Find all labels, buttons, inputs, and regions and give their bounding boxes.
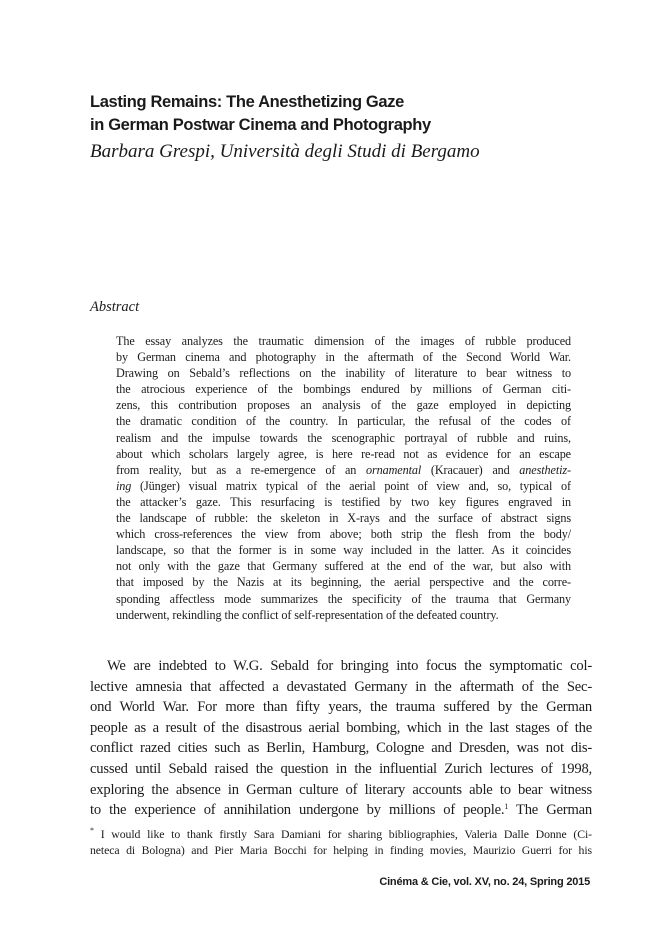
body-line-6: cussed until Sebald raised the question in the influential Zurich lectures of 1998, [90, 760, 592, 777]
abstract-line-17: sponding affectless mode summarizes the specificity of the trauma that Germany [116, 591, 571, 606]
abstract-line-18: underwent, rekindling the conflict of self-representation of the defeated country. [116, 607, 499, 622]
title-line-2: in German Postwar Cinema and Photography [90, 116, 431, 134]
abstract-line-7: realism and the impulse towards the scenographic portrayal of rubble and ruins, [116, 430, 571, 445]
body-line-2: lective amnesia that affected a devastated Germany in the aftermath of the Sec- [90, 678, 592, 695]
abstract-line-11: the attacker’s gaze. This resurfacing is testified by two key figures engraved in [116, 494, 571, 509]
abstract-line-9: from reality, but as a re-emergence of an ornamental (Kracauer) and anesthetiz- [116, 462, 571, 477]
body-line-1: We are indebted to W.G. Sebald for bringing into focus the symptomatic col- [107, 658, 592, 674]
body-paragraph [90, 656, 592, 821]
abstract-line-2: by German cinema and photography in the aftermath of the Second World War. [116, 350, 571, 365]
abstract-line-1: The essay analyzes the traumatic dimension of the images of rubble produced [116, 334, 571, 348]
body-line-4: people as a result of the disastrous aerial bombing, which in the last stages of the [90, 719, 592, 736]
footnote-line-2: neteca di Bologna) and Pier Maria Bocchi for helping in finding movies, Maurizio Guerri for his [90, 843, 592, 857]
abstract-line-15: not only with the gaze that Germany suffered at the end of the war, but also with [116, 559, 571, 574]
journal-citation: Cinéma & Cie, vol. XV, no. 24, Spring 2015 [379, 876, 590, 888]
abstract-line-13: which cross-references the view from above; both strip the flesh from the body/ [116, 527, 571, 542]
body-line-3: ond World War. For more than fifty years, the trauma suffered by the German [90, 699, 592, 716]
abstract-line-6: the dramatic condition of the country. In particular, the refusal of the codes of [116, 414, 571, 429]
body-line-8: to the experience of annihilation undergone by millions of people.$^1$ The German [90, 802, 592, 819]
body-line-7: exploring the absence in German culture of literary accounts able to bear witness [90, 781, 592, 798]
body-line-5: conflict razed cities such as Berlin, Hamburg, Cologne and Dresden, was not dis- [90, 740, 592, 757]
author-affiliation: Barbara Grespi, Università degli Studi di Bergamo [90, 141, 480, 162]
abstract-line-16: that imposed by the Nazis at its beginning, the aerial perspective and the corre- [116, 575, 571, 590]
title-line-1: Lasting Remains: The Anesthetizing Gaze [90, 93, 404, 111]
abstract-line-5: zens, this contribution proposes an analysis of the gaze employed in depicting [116, 398, 571, 413]
footnote [90, 826, 592, 858]
abstract-line-12: the landscape of rubble: the skeleton in X-rays and the surface of abstract signs [116, 511, 571, 526]
abstract-text [116, 333, 571, 623]
footnote-line-1: * I would like to thank firstly Sara Damiani for sharing bibliographies, Valeria Dalle Donne (Ci- [90, 826, 592, 841]
abstract-line-14: landscape, so that the former is in some way included in the latter. As it coincides [116, 543, 571, 558]
abstract-line-10: ing (Jünger) visual matrix typical of the aerial point of view and, so, typical of [116, 478, 571, 493]
abstract-line-4: the atrocious experience of the bombings endured by millions of German citi- [116, 382, 571, 397]
abstract-line-3: Drawing on Sebald’s reflections on the inability of literature to bear witness to [116, 366, 571, 381]
abstract-heading: Abstract [90, 299, 140, 315]
abstract-line-8: about which scholars largely agree, is here re-read not as evidence for an escape [116, 446, 571, 461]
article-title [90, 91, 610, 137]
